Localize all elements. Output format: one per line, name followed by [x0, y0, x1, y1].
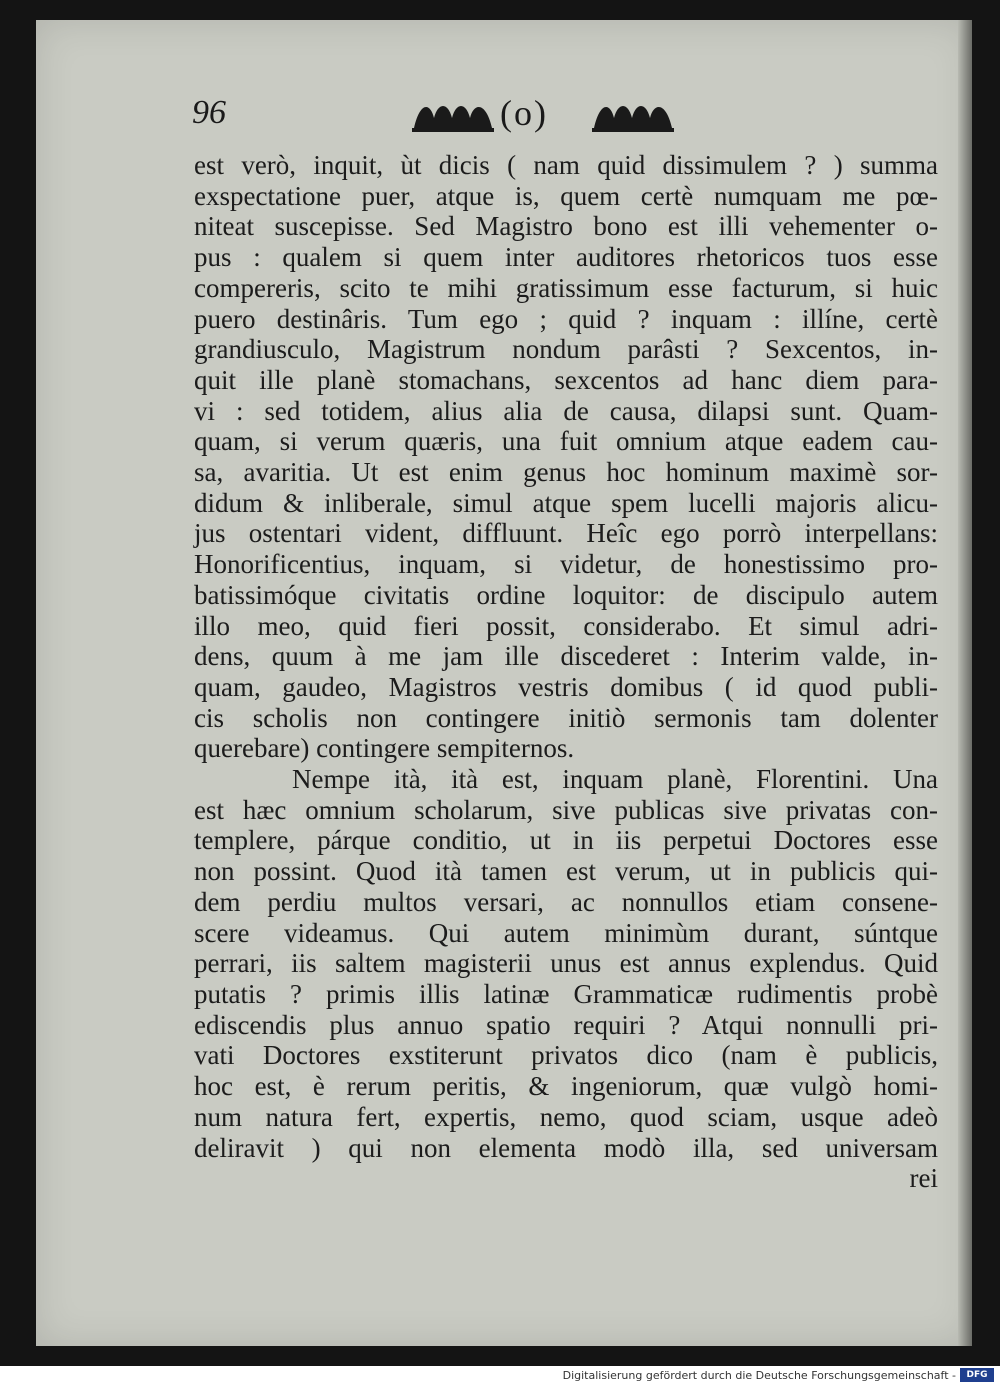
text-line: ediscendis plus annuo spatio requiri ? Atqui nonnulli pri-: [194, 1009, 938, 1040]
text-line: sa, avaritia. Ut est enim genus hoc hominum maximè sor-: [194, 457, 938, 488]
text-line: quit ille planè stomachans, sexcentos ad hanc diem para-: [194, 364, 938, 395]
text-line: deliravit ) qui non elementa modò illa, sed universam: [194, 1132, 938, 1163]
text-line: exspectatione puer, atque is, quem certè numquam me pœ-: [194, 180, 938, 211]
text-line: perrari, iis saltem magisterii unus est annus explendus. Quid: [194, 948, 938, 979]
body-text: [194, 150, 938, 1194]
text-line: quam, gaudeo, Magistros vestris domibus ( id quod publi-: [194, 671, 938, 702]
page-edge: [958, 20, 972, 1346]
paragraph-start-line: Nempe ità, ità est, inquam planè, Florentini. Una: [292, 764, 938, 795]
paragraph-end-line: querebare) contingere sempiternos.: [194, 733, 575, 764]
text-line: non possint. Quod ità tamen est verum, ut in publicis qui-: [194, 856, 938, 887]
text-line: batissimóque civitatis ordine loquitor: de discipulo autem: [194, 579, 938, 610]
text-line: puero destinâris. Tum ego ; quid ? inquam : illíne, certè: [194, 303, 938, 334]
text-line: est hæc omnium scholarum, sive publicas sive privatas con-: [194, 794, 938, 825]
page-header: [192, 92, 712, 142]
header-center-mark: (o): [500, 93, 548, 133]
footer-bar: [0, 1366, 1000, 1386]
text-line: compereris, scito te mihi gratissimum esse facturum, si huic: [194, 272, 938, 303]
text-line: templere, párque conditio, ut in iis perpetui Doctores esse: [194, 825, 938, 856]
text-line: est verò, inquit, ùt dicis ( nam quid dissimulem ? ) summa: [194, 150, 938, 180]
funding-credit: Digitalisierung gefördert durch die Deutsche Forschungsgemeinschaft -: [562, 1369, 956, 1382]
right-ornament-icon: [590, 98, 676, 134]
dfg-logo: DFG: [960, 1368, 994, 1382]
text-line: didum & inliberale, simul atque spem lucelli majoris alicu-: [194, 487, 938, 518]
page-number: 96: [192, 94, 226, 131]
text-line: illo meo, quid fieri possit, considerabo. Et simul adri-: [194, 610, 938, 641]
text-line: jus ostentari vident, diffluunt. Heîc ego porrò interpellans:: [194, 518, 938, 549]
text-line: Honorificentius, inquam, si videtur, de honestissimo pro-: [194, 549, 938, 580]
text-line: putatis ? primis illis latinæ Grammaticæ rudimentis probè: [194, 978, 938, 1009]
text-line: dem perdiu multos versari, ac nonnullos etiam consene-: [194, 886, 938, 917]
text-line: hoc est, è rerum peritis, & ingeniorum, quæ vulgò homi-: [194, 1071, 938, 1102]
catchword: rei: [909, 1163, 938, 1194]
text-line: dens, quum à me jam ille discederet : Interim valde, in-: [194, 641, 938, 672]
text-line: pus : qualem si quem inter auditores rhetoricos tuos esse: [194, 242, 938, 273]
text-line: vati Doctores exstiterunt privatos dico (nam è publicis,: [194, 1040, 938, 1071]
text-line: grandiusculo, Magistrum nondum parâsti ? Sexcentos, in-: [194, 334, 938, 365]
text-line: cis scholis non contingere initiò sermonis tam dolenter: [194, 702, 938, 733]
text-line: num natura fert, expertis, nemo, quod sciam, usque adeò: [194, 1101, 938, 1132]
text-line: vi : sed totidem, alius alia de causa, dilapsi sunt. Quam-: [194, 395, 938, 426]
text-line: scere videamus. Qui autem minimùm durant, súntque: [194, 917, 938, 948]
text-line: quam, si verum quæris, una fuit omnium atque eadem cau-: [194, 426, 938, 457]
text-line: niteat suscepisse. Sed Magistro bono est illi vehementer o-: [194, 211, 938, 242]
left-ornament-icon: [410, 98, 496, 134]
